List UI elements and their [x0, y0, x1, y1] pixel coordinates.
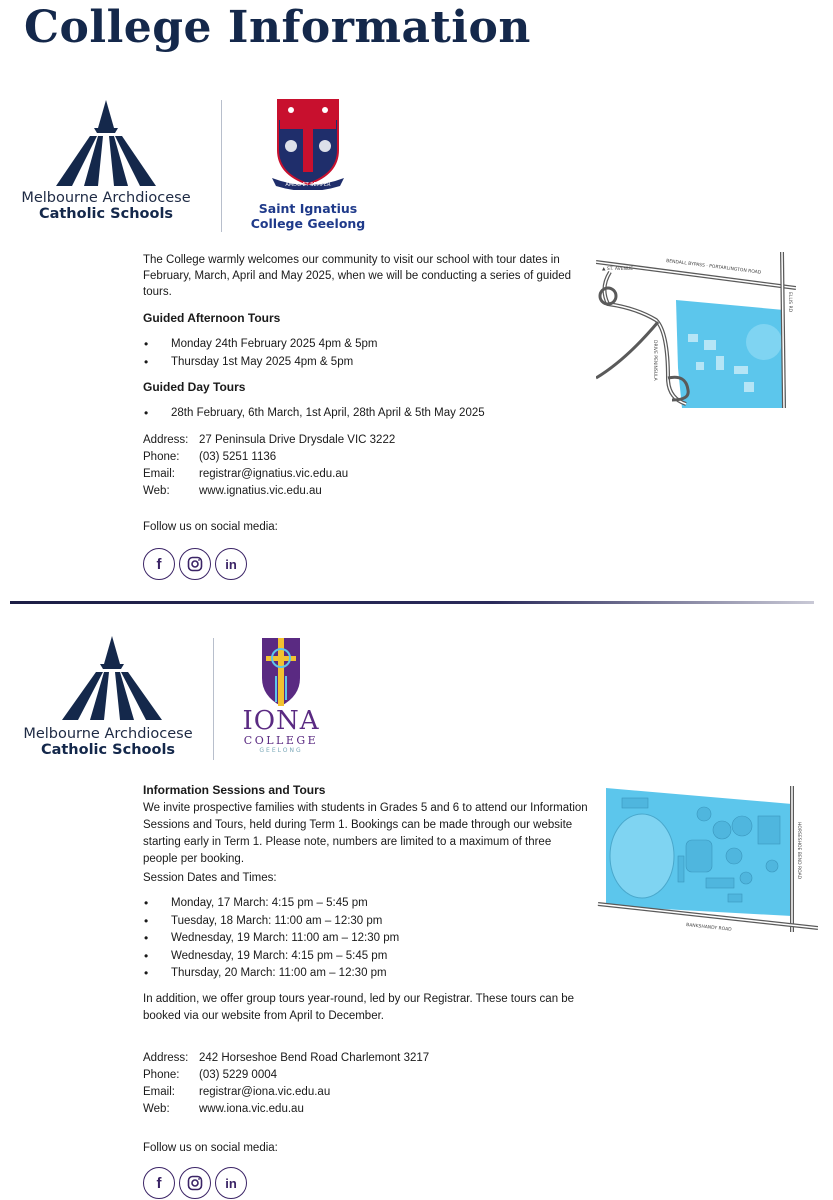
svg-text:BENDALL BYPASS · PORTARLINGTON: BENDALL BYPASS · PORTARLINGTON ROAD — [665, 259, 762, 276]
web-row[interactable]: Web: www.iona.vic.edu.au — [143, 1103, 304, 1115]
list-item: • Wednesday, 19 March: 4:15 pm – 5:45 pm — [143, 948, 399, 966]
group-tours-text: In addition, we offer group tours year-round, led by our Registrar. These tours can be booked via our website from April to December. — [143, 993, 575, 1022]
list-item: • Tuesday, 18 March: 11:00 am – 12:30 pm — [143, 913, 399, 931]
address-row: Address: 27 Peninsula Drive Drysdale VIC 3222 — [143, 434, 396, 446]
linkedin-icon[interactable]: in — [215, 548, 247, 580]
svg-text:BANKSHANDY ROAD: BANKSHANDY ROAD — [685, 923, 732, 933]
list-item: • Thursday 1st May 2025 4pm & 5pm — [143, 354, 377, 372]
svg-text:AMDG ET SEMPER: AMDG ET SEMPER — [285, 182, 331, 188]
ignatius-contact-block — [143, 432, 395, 500]
mac-logo-block-1 — [20, 100, 192, 222]
follow-label-1: Follow us on social media: — [143, 521, 278, 533]
mac-cross-logo — [22, 636, 194, 726]
svg-text:▲ ST. AVENUE: ▲ ST. AVENUE — [602, 267, 634, 272]
email-row[interactable]: Email: registrar@iona.vic.edu.au — [143, 1086, 331, 1098]
list-item: • Thursday, 20 March: 11:00 am – 12:30 pm — [143, 965, 399, 983]
iona-shield-icon — [236, 636, 326, 708]
follow-label-2: Follow us on social media: — [143, 1142, 278, 1154]
social-links-1 — [143, 548, 247, 580]
session-dates-label: Session Dates and Times: — [143, 872, 277, 884]
page-title: College Information — [24, 2, 531, 53]
list-item: • Wednesday, 19 March: 11:00 am – 12:30 pm — [143, 930, 399, 948]
facebook-icon[interactable]: f — [143, 548, 175, 580]
crest-ribbon-text — [248, 177, 368, 189]
mac-name: Melbourne Archdiocese Catholic Schools — [23, 726, 193, 758]
mac-cross-logo — [20, 100, 192, 190]
facebook-icon[interactable]: f — [143, 1167, 175, 1199]
afternoon-tours-list — [143, 336, 377, 371]
logo-divider-1 — [221, 100, 222, 232]
ignatius-location-map[interactable] — [596, 248, 796, 408]
social-links-2 — [143, 1167, 247, 1199]
logo-divider-2 — [213, 638, 214, 760]
mac-name: Melbourne Archdiocese Catholic Schools — [21, 190, 191, 222]
info-sessions-heading: Information Sessions and Tours — [143, 783, 326, 797]
svg-text:DRIVE PENINSULA: DRIVE PENINSULA — [652, 340, 657, 381]
iona-contact-block — [143, 1050, 429, 1118]
svg-text:HORSESHOE BEND ROAD: HORSESHOE BEND ROAD — [796, 822, 801, 880]
phone-row: Phone: (03) 5251 1136 — [143, 451, 277, 463]
instagram-icon[interactable] — [179, 548, 211, 580]
day-tours-heading: Guided Day Tours — [143, 380, 246, 394]
address-row: Address: 242 Horseshoe Bend Road Charlemont 3217 — [143, 1052, 430, 1064]
afternoon-tours-heading: Guided Afternoon Tours — [143, 311, 281, 325]
instagram-icon[interactable] — [179, 1167, 211, 1199]
list-item: • Monday, 17 March: 4:15 pm – 5:45 pm — [143, 895, 399, 913]
email-row[interactable]: Email: registrar@ignatius.vic.edu.au — [143, 468, 349, 480]
ignatius-intro-text: The College warmly welcomes our community to visit our school with tour dates in February, March, April and May 2025, when we will be conducting a series of guided tours. — [143, 254, 572, 298]
phone-row: Phone: (03) 5229 0004 — [143, 1069, 278, 1081]
iona-location-map[interactable] — [596, 782, 818, 942]
linkedin-icon[interactable]: in — [215, 1167, 247, 1199]
day-tours-list — [143, 405, 485, 423]
web-row[interactable]: Web: www.ignatius.vic.edu.au — [143, 485, 322, 497]
iona-logo-block — [236, 636, 326, 755]
mac-logo-block-2 — [22, 636, 194, 758]
ignatius-college-name: Saint Ignatius College Geelong — [250, 201, 366, 231]
list-item: • Monday 24th February 2025 4pm & 5pm — [143, 336, 377, 354]
section-divider — [10, 601, 814, 604]
info-sessions-text: We invite prospective families with students in Grades 5 and 6 to attend our Information Sessions and Tours, held during Term 1. Bookings can be made through our website starting early in Term 1. Please note, numbers are limited to a maximum of three people per booking. — [143, 802, 588, 865]
svg-text:ELLIS RD: ELLIS RD — [787, 292, 792, 313]
sessions-list — [143, 895, 399, 983]
list-item: • 28th February, 6th March, 1st April, 28th April & 5th May 2025 — [143, 405, 485, 423]
ignatius-logo-block — [248, 98, 368, 231]
iona-college-name: IONA COLLEGE GEELONG — [242, 706, 320, 754]
